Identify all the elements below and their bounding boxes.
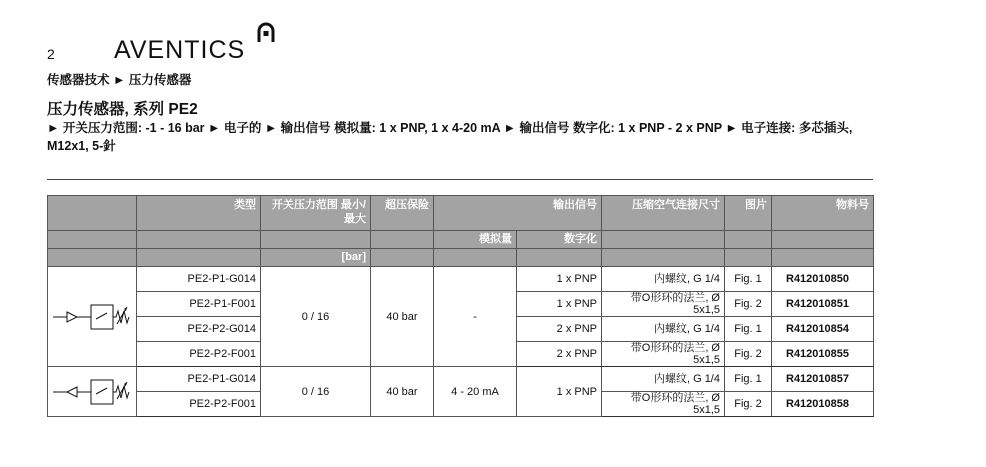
pressure-switch-symbol-icon	[51, 295, 133, 335]
header-symbol	[48, 196, 137, 231]
connection-cell: 内螺纹, G 1/4	[602, 267, 725, 292]
figure-cell: Fig. 1	[725, 317, 772, 342]
connection-cell: 带O形环的法兰, Ø 5x1,5	[602, 342, 725, 367]
type-cell: PE2-P2-G014	[137, 317, 261, 342]
product-specs: ► 开关压力范围: -1 - 16 bar ► 电子的 ► 输出信号 模拟量: 1 x PNP, 1 x 4-20 mA ► 输出信号 数字化: 1 x PNP - 2 x PNP ► 电子连接: 多芯插头, M12x1, 5-針	[47, 121, 853, 153]
part-number-cell: R412010851	[772, 292, 874, 317]
symbol-cell	[48, 267, 137, 367]
connection-cell: 内螺纹, G 1/4	[602, 317, 725, 342]
figure-cell: Fig. 1	[725, 367, 772, 392]
overpressure-cell: 40 bar	[371, 367, 434, 417]
logo-text: AVENTICS	[114, 36, 246, 64]
connection-cell: 带O形环的法兰, Ø 5x1,5	[602, 392, 725, 417]
page-number: 2	[47, 46, 55, 62]
type-cell: PE2-P1-G014	[137, 367, 261, 392]
header-connection: 压缩空气连接尺寸	[602, 196, 725, 231]
figure-cell: Fig. 2	[725, 292, 772, 317]
header-unit: [bar]	[261, 249, 371, 267]
pressure-switch-analog-symbol-icon	[51, 370, 133, 410]
header-type: 类型	[137, 196, 261, 231]
spec-table	[47, 195, 874, 417]
breadcrumb: 传感器技术 ► 压力传感器	[47, 73, 192, 87]
connection-cell: 内螺纹, G 1/4	[602, 367, 725, 392]
pressure-range-cell: 0 / 16	[261, 267, 371, 367]
table-row	[48, 367, 874, 392]
part-number-cell: R412010858	[772, 392, 874, 417]
analog-cell: -	[434, 267, 517, 367]
header-digital: 数字化	[517, 231, 602, 249]
header-output-signal: 输出信号	[434, 196, 602, 231]
part-number-cell: R412010855	[772, 342, 874, 367]
digital-cell: 2 x PNP	[517, 342, 602, 367]
overpressure-cell: 40 bar	[371, 267, 434, 367]
page-title: 压力传感器, 系列 PE2	[47, 101, 198, 118]
digital-cell: 2 x PNP	[517, 317, 602, 342]
type-cell: PE2-P1-G014	[137, 267, 261, 292]
part-number-cell: R412010857	[772, 367, 874, 392]
analog-cell: 4 - 20 mA	[434, 367, 517, 417]
header-overpressure: 超压保险	[371, 196, 434, 231]
aventics-logo-icon	[257, 22, 275, 44]
figure-cell: Fig. 2	[725, 392, 772, 417]
type-cell: PE2-P2-F001	[137, 342, 261, 367]
table-row	[48, 267, 874, 292]
figure-cell: Fig. 2	[725, 342, 772, 367]
figure-cell: Fig. 1	[725, 267, 772, 292]
digital-cell: 1 x PNP	[517, 267, 602, 292]
connection-cell: 带O形环的法兰, Ø 5x1,5	[602, 292, 725, 317]
header-part-no: 物料号	[772, 196, 874, 231]
pressure-range-cell: 0 / 16	[261, 367, 371, 417]
header-analog: 模拟量	[434, 231, 517, 249]
type-cell: PE2-P1-F001	[137, 292, 261, 317]
part-number-cell: R412010854	[772, 317, 874, 342]
digital-cell: 1 x PNP	[517, 292, 602, 317]
part-number-cell: R412010850	[772, 267, 874, 292]
header-pressure-range: 开关压力范围 最小/最大	[261, 196, 371, 231]
divider	[47, 179, 873, 180]
type-cell: PE2-P2-F001	[137, 392, 261, 417]
digital-cell: 1 x PNP	[517, 367, 602, 417]
symbol-cell	[48, 367, 137, 417]
header-figure: 图片	[725, 196, 772, 231]
